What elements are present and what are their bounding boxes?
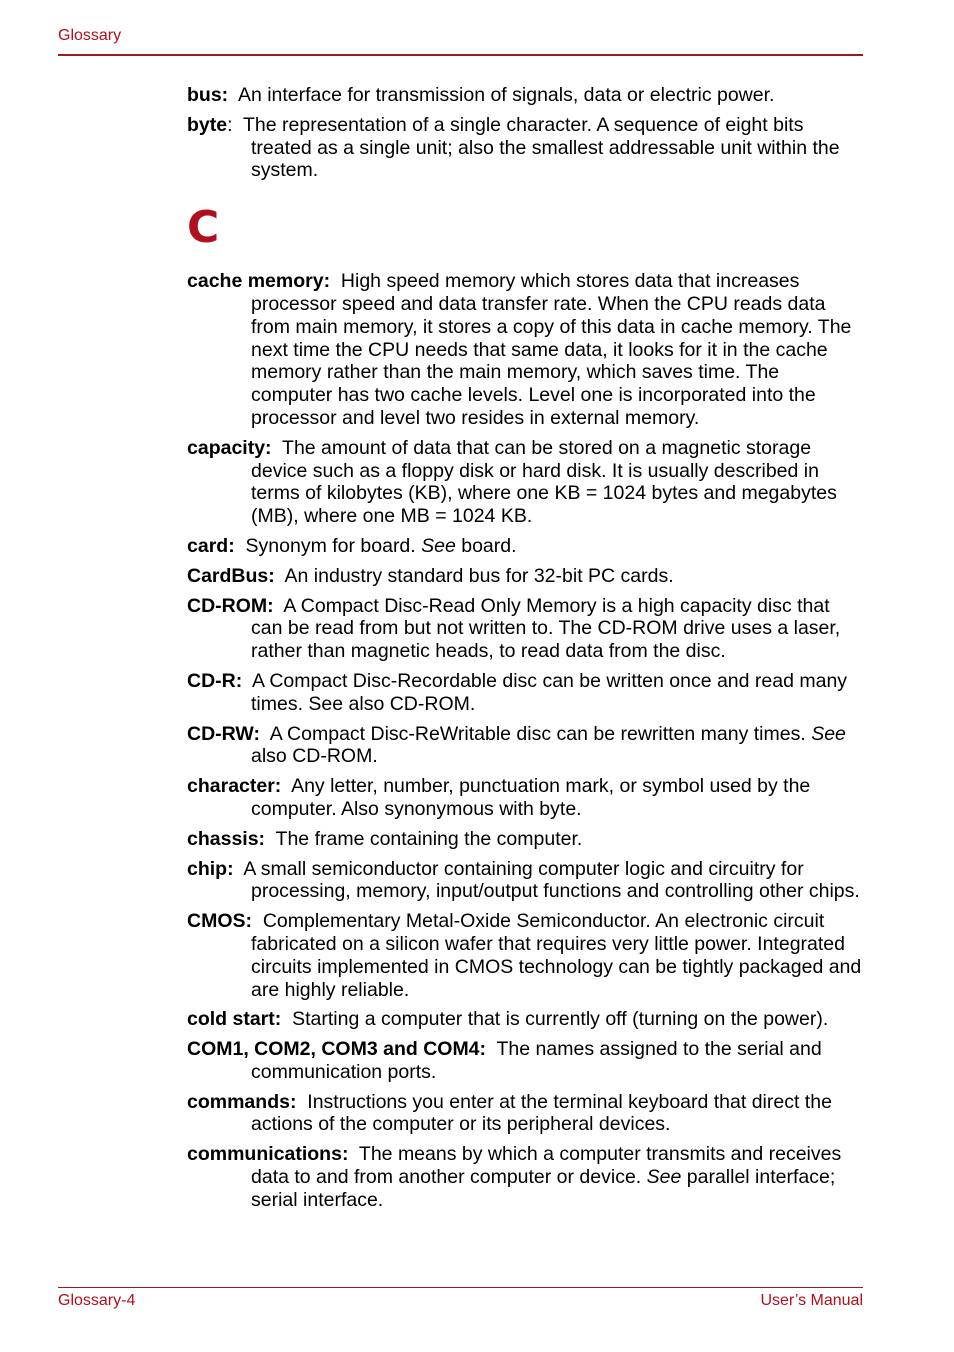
- glossary-term: chassis:: [187, 827, 266, 850]
- glossary-definition: Complementary Metal-Oxide Semiconductor. An electronic circuit fabricated on a silicon wafer that requires very little power. Integrated circuits implemented in CMOS technology can be tightly packaged and are highly reliable.: [251, 910, 862, 1001]
- glossary-content: [187, 84, 863, 1219]
- glossary-entry: [187, 270, 863, 430]
- term-separator: [296, 1091, 307, 1113]
- glossary-entries-b: [187, 84, 863, 182]
- term-separator: [234, 858, 244, 880]
- glossary-definition: An interface for transmission of signals, data or electric power.: [237, 84, 775, 106]
- glossary-entry: [187, 595, 863, 663]
- glossary-term: cache memory:: [187, 270, 331, 293]
- term-separator: [348, 1143, 358, 1165]
- glossary-entry: [187, 828, 863, 851]
- term-separator: [275, 565, 285, 587]
- glossary-definition: parallel interface; serial interface.: [251, 1166, 836, 1211]
- glossary-definition: The amount of data that can be stored on a magnetic storage device such as a floppy disk or hard disk. It is usually described in terms of kilobytes (KB), where one KB = 1024 bytes and megabytes (MB), where one MB = 1024 KB.: [251, 436, 837, 528]
- term-separator: [272, 437, 282, 459]
- cross-reference-see: See: [646, 1166, 682, 1189]
- glossary-definition: The names assigned to the serial and communication ports.: [251, 1038, 822, 1083]
- glossary-definition: A Compact Disc-Read Only Memory is a high capacity disc that can be read from but not written to. The CD-ROM drive uses a laser, rather than magnetic heads, to read data from the disc.: [251, 594, 841, 663]
- term-separator: [260, 723, 270, 745]
- glossary-entry: [187, 858, 863, 904]
- glossary-term: capacity:: [187, 436, 272, 459]
- glossary-definition: board.: [455, 534, 517, 557]
- glossary-definition: An industry standard bus for 32-bit PC cards.: [284, 564, 674, 587]
- term-separator: [242, 670, 252, 692]
- glossary-definition: The representation of a single character. A sequence of eight bits treated as a single unit; also the smallest addressable unit within the system.: [243, 113, 840, 182]
- glossary-entry: [187, 565, 863, 588]
- header-divider: [58, 54, 863, 56]
- glossary-definition: High speed memory which stores data that increases processor speed and data transfer rate. When the CPU reads data from main memory, it stores a copy of this data in cache memory. The next time the CPU needs that same data, it looks for it in the cache memory rather than the main memory, which saves time. The computer has two cache levels. Level one is incorporated into the processor and level two resides in external memory.: [251, 270, 852, 429]
- glossary-definition: Synonym for board.: [245, 534, 422, 557]
- term-separator: [281, 1008, 292, 1030]
- term-separator: [486, 1038, 496, 1060]
- glossary-definition: also CD-ROM.: [251, 745, 378, 768]
- cross-reference-see: See: [421, 534, 456, 557]
- glossary-definition: A Compact Disc-ReWritable disc can be rewritten many times.: [269, 722, 812, 745]
- term-separator: [252, 910, 263, 932]
- glossary-term: CD-ROM:: [187, 594, 274, 617]
- glossary-definition: The means by which a computer transmits and receives data to and from another computer or device.: [251, 1143, 842, 1189]
- section-letter-heading: C: [187, 202, 220, 254]
- glossary-entry: [187, 114, 863, 182]
- glossary-term: commands:: [187, 1090, 297, 1113]
- glossary-term: communications:: [187, 1143, 349, 1166]
- term-separator: :: [227, 113, 244, 136]
- footer-page-label: Glossary-4: [58, 1292, 136, 1309]
- glossary-entry: [187, 775, 863, 821]
- glossary-term: byte: [187, 113, 228, 136]
- glossary-entry: [187, 723, 863, 769]
- term-separator: [228, 84, 238, 106]
- footer-divider: [58, 1287, 863, 1288]
- glossary-definition: A small semiconductor containing computer logic and circuitry for processing, memory, input/output functions and controlling other chips.: [243, 857, 860, 903]
- glossary-entry: [187, 84, 863, 107]
- footer-manual-label: User’s Manual: [760, 1292, 863, 1309]
- glossary-entry: [187, 910, 863, 1001]
- glossary-term: CD-R:: [187, 669, 243, 692]
- glossary-entry: [187, 670, 863, 716]
- glossary-entries-c: [187, 270, 863, 1211]
- glossary-entry: [187, 1038, 863, 1084]
- glossary-term: character:: [187, 775, 282, 798]
- glossary-entry: [187, 437, 863, 528]
- page-header-title: Glossary: [58, 27, 122, 44]
- glossary-definition: Any letter, number, punctuation mark, or symbol used by the computer. Also synonymous with byte.: [251, 775, 811, 820]
- glossary-entry: [187, 1091, 863, 1137]
- glossary-term: cold start:: [187, 1008, 282, 1031]
- glossary-definition: Starting a computer that is currently off (turning on the power).: [292, 1008, 829, 1031]
- glossary-entry: [187, 1143, 863, 1211]
- glossary-definition: A Compact Disc-Recordable disc can be written once and read many times. See also CD-ROM.: [251, 669, 848, 715]
- term-separator: [330, 270, 341, 292]
- term-separator: [281, 775, 291, 797]
- glossary-definition: The frame containing the computer.: [275, 827, 583, 850]
- glossary-term: COM1, COM2, COM3 and COM4:: [187, 1038, 487, 1061]
- glossary-definition: Instructions you enter at the terminal keyboard that direct the actions of the computer or its peripheral devices.: [251, 1090, 832, 1136]
- glossary-term: CardBus:: [187, 564, 275, 587]
- glossary-entry: [187, 535, 863, 558]
- glossary-term: bus:: [187, 84, 229, 106]
- term-separator: [274, 595, 284, 617]
- term-separator: [235, 535, 246, 557]
- cross-reference-see: See: [811, 722, 846, 745]
- glossary-entry: [187, 1008, 863, 1031]
- glossary-term: CMOS:: [187, 910, 252, 933]
- glossary-term: CD-RW:: [187, 722, 260, 745]
- term-separator: [265, 828, 275, 850]
- glossary-term: chip:: [187, 857, 234, 880]
- glossary-term: card:: [187, 534, 235, 557]
